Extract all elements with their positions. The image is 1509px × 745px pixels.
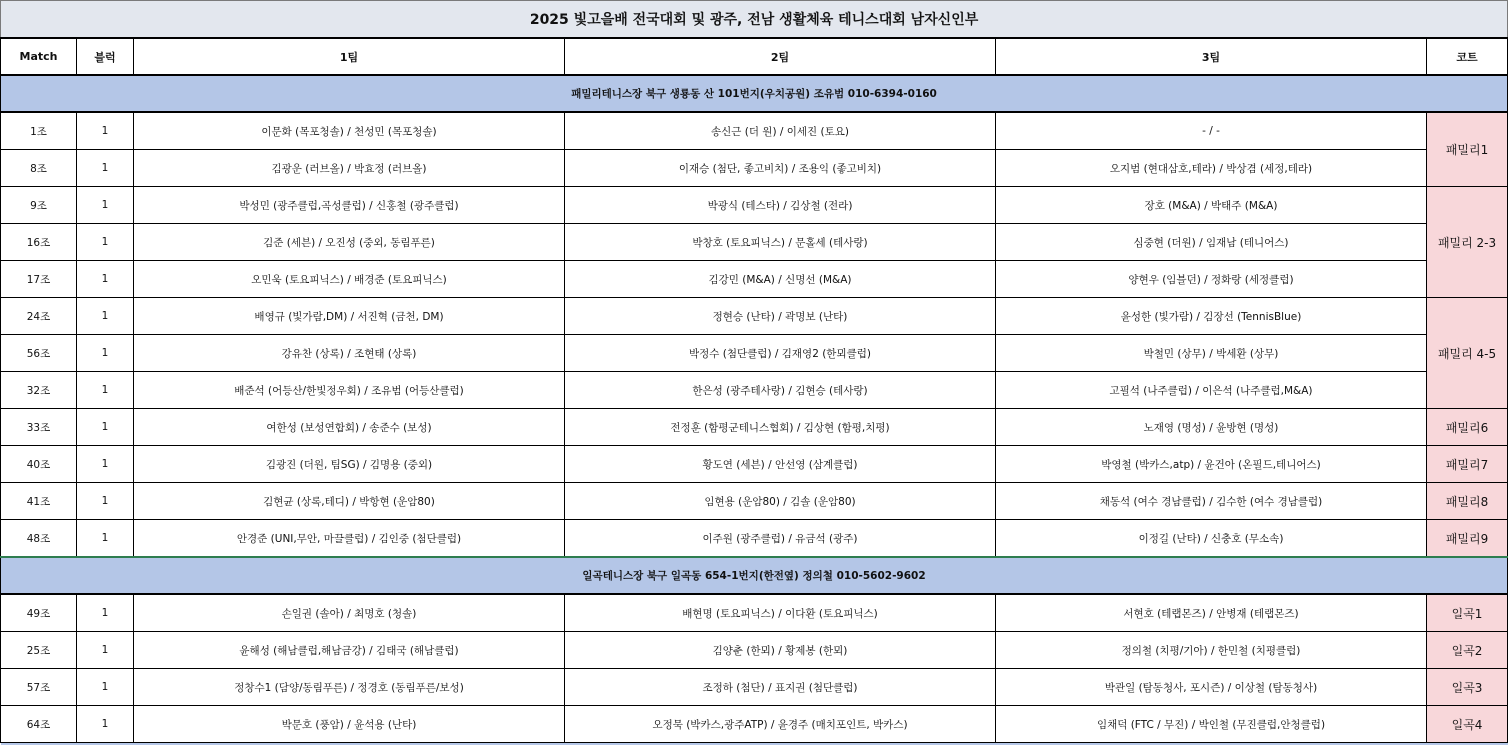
team1-cell[interactable]: 박성민 (광주클럽,곡성클럽) / 신홍철 (광주클럽)	[134, 187, 565, 224]
match-cell[interactable]: 48조	[1, 520, 77, 558]
team1-cell[interactable]: 김광운 (러브올) / 박효정 (러브올)	[134, 150, 565, 187]
team3-cell[interactable]: - / -	[996, 112, 1427, 150]
match-cell[interactable]: 24조	[1, 298, 77, 335]
header-team2[interactable]: 2팀	[565, 38, 996, 75]
team2-cell[interactable]: 송신근 (더 원) / 이세진 (토요)	[565, 112, 996, 150]
table-row	[1, 594, 1508, 632]
team2-cell[interactable]: 황도연 (세븐) / 안선영 (삼계클럽)	[565, 446, 996, 483]
table-row	[1, 706, 1508, 743]
team2-cell[interactable]: 박창호 (토요피닉스) / 문홀세 (테사랑)	[565, 224, 996, 261]
team3-cell[interactable]: 채동석 (여수 경남클럽) / 김수한 (여수 경남클럽)	[996, 483, 1427, 520]
block-cell[interactable]: 1	[77, 483, 134, 520]
team2-cell[interactable]: 이주원 (광주클럽) / 유금석 (광주)	[565, 520, 996, 558]
team3-cell[interactable]: 정의철 (치평/기아) / 한민철 (치평클럽)	[996, 632, 1427, 669]
header-block[interactable]: 블럭	[77, 38, 134, 75]
match-cell[interactable]: 9조	[1, 187, 77, 224]
court-cell[interactable]: 일곡2	[1427, 632, 1508, 669]
block-cell[interactable]: 1	[77, 632, 134, 669]
team1-cell[interactable]: 여한성 (보성연합회) / 송준수 (보성)	[134, 409, 565, 446]
team1-cell[interactable]: 배영규 (빛가람,DM) / 서진혁 (금천, DM)	[134, 298, 565, 335]
match-cell[interactable]: 25조	[1, 632, 77, 669]
team1-cell[interactable]: 박문호 (풍암) / 윤석용 (난타)	[134, 706, 565, 743]
match-cell[interactable]: 41조	[1, 483, 77, 520]
team1-cell[interactable]: 김준 (세븐) / 오진성 (중외, 동림푸른)	[134, 224, 565, 261]
table-row	[1, 298, 1508, 335]
court-cell[interactable]: 패밀리9	[1427, 520, 1508, 558]
court-cell[interactable]: 일곡1	[1427, 594, 1508, 632]
match-cell[interactable]: 1조	[1, 112, 77, 150]
match-cell[interactable]: 32조	[1, 372, 77, 409]
table-row	[1, 224, 1508, 261]
venue-row	[1, 557, 1508, 594]
team2-cell[interactable]: 배현명 (토요피닉스) / 이다환 (토요피닉스)	[565, 594, 996, 632]
match-cell[interactable]: 40조	[1, 446, 77, 483]
block-cell[interactable]: 1	[77, 669, 134, 706]
court-cell[interactable]: 패밀리8	[1427, 483, 1508, 520]
team2-cell[interactable]: 한은성 (광주테사랑) / 김현승 (테사랑)	[565, 372, 996, 409]
team2-cell[interactable]: 정현승 (난타) / 곽명보 (난타)	[565, 298, 996, 335]
team3-cell[interactable]: 장호 (M&A) / 박태주 (M&A)	[996, 187, 1427, 224]
table-row	[1, 112, 1508, 150]
team3-cell[interactable]: 양현우 (임블던) / 정화랑 (세정클럽)	[996, 261, 1427, 298]
match-cell[interactable]: 56조	[1, 335, 77, 372]
table-row	[1, 409, 1508, 446]
header-team1[interactable]: 1팀	[134, 38, 565, 75]
block-cell[interactable]: 1	[77, 520, 134, 558]
match-cell[interactable]: 8조	[1, 150, 77, 187]
team3-cell[interactable]: 서현호 (테랩몬즈) / 안병재 (테랩몬즈)	[996, 594, 1427, 632]
team3-cell[interactable]: 이정길 (난타) / 신충호 (무소속)	[996, 520, 1427, 558]
block-cell[interactable]: 1	[77, 335, 134, 372]
team3-cell[interactable]: 임채덕 (FTC / 무진) / 박인철 (무진클럽,안청클럽)	[996, 706, 1427, 743]
header-row	[1, 38, 1508, 75]
venue-row	[1, 75, 1508, 112]
sheet-title[interactable]: 2025 빛고을배 전국대회 및 광주, 전남 생활체육 테니스대회 남자신인부	[1, 1, 1508, 39]
team1-cell[interactable]: 김광진 (더원, 팀SG) / 김명용 (중외)	[134, 446, 565, 483]
block-cell[interactable]: 1	[77, 409, 134, 446]
team2-cell[interactable]: 김양춘 (한뫼) / 황제봉 (한뫼)	[565, 632, 996, 669]
block-cell[interactable]: 1	[77, 298, 134, 335]
header-team3[interactable]: 3팀	[996, 38, 1427, 75]
block-cell[interactable]: 1	[77, 224, 134, 261]
block-cell[interactable]: 1	[77, 446, 134, 483]
table-row	[1, 335, 1508, 372]
table-row	[1, 446, 1508, 483]
team1-cell[interactable]: 윤해성 (해남클럽,해남금강) / 김태국 (해남클럽)	[134, 632, 565, 669]
team2-cell[interactable]: 조정하 (첨단) / 표지권 (첨단클럽)	[565, 669, 996, 706]
team1-cell[interactable]: 안경준 (UNI,무안, 마끌클럽) / 김인중 (첨단클럽)	[134, 520, 565, 558]
block-cell[interactable]: 1	[77, 594, 134, 632]
title-row	[1, 1, 1508, 39]
team3-cell[interactable]: 오지범 (현대삼호,테라) / 박상겸 (세정,테라)	[996, 150, 1427, 187]
match-cell[interactable]: 16조	[1, 224, 77, 261]
match-cell[interactable]: 57조	[1, 669, 77, 706]
court-cell[interactable]: 패밀리7	[1427, 446, 1508, 483]
team1-cell[interactable]: 오민욱 (토요피닉스) / 배경준 (토요피닉스)	[134, 261, 565, 298]
team3-cell[interactable]: 심중현 (더원) / 임재남 (테니어스)	[996, 224, 1427, 261]
table-row	[1, 632, 1508, 669]
team1-cell[interactable]: 강유찬 (상록) / 조현태 (상록)	[134, 335, 565, 372]
table-row	[1, 150, 1508, 187]
team1-cell[interactable]: 손일권 (솔아) / 최명호 (청솔)	[134, 594, 565, 632]
table-row	[1, 187, 1508, 224]
team2-cell[interactable]: 박정수 (첨단클럽) / 김재영2 (한뫼클럽)	[565, 335, 996, 372]
table-row	[1, 483, 1508, 520]
team2-cell[interactable]: 오정묵 (박카스,광주ATP) / 윤경주 (매치포인트, 박카스)	[565, 706, 996, 743]
team2-cell[interactable]: 박광식 (테스타) / 김상철 (전라)	[565, 187, 996, 224]
block-cell[interactable]: 1	[77, 112, 134, 150]
match-cell[interactable]: 64조	[1, 706, 77, 743]
team2-cell[interactable]: 이재승 (첨단, 좋고비치) / 조용익 (좋고비치)	[565, 150, 996, 187]
team3-cell[interactable]: 고필석 (나주클럽) / 이은석 (나주클럽,M&A)	[996, 372, 1427, 409]
team1-cell[interactable]: 배준석 (어등산/한빛정우회) / 조유범 (어등산클럽)	[134, 372, 565, 409]
court-cell[interactable]: 패밀리 2-3	[1427, 187, 1508, 298]
team1-cell[interactable]: 김현균 (상록,테디) / 박항현 (운암80)	[134, 483, 565, 520]
team3-cell[interactable]: 윤성한 (빛가람) / 김장선 (TennisBlue)	[996, 298, 1427, 335]
table-row	[1, 261, 1508, 298]
table-row	[1, 669, 1508, 706]
court-cell[interactable]: 일곡3	[1427, 669, 1508, 706]
venue-label[interactable]: 일곡테니스장 북구 일곡동 654-1번지(한전옆) 정의철 010-5602-9602	[1, 557, 1508, 594]
team2-cell[interactable]: 김강민 (M&A) / 신명선 (M&A)	[565, 261, 996, 298]
court-cell[interactable]: 패밀리6	[1427, 409, 1508, 446]
team3-cell[interactable]: 박철민 (상무) / 박세환 (상무)	[996, 335, 1427, 372]
match-cell[interactable]: 33조	[1, 409, 77, 446]
header-court[interactable]: 코트	[1427, 38, 1508, 75]
team3-cell[interactable]: 노재영 (명성) / 윤방현 (명성)	[996, 409, 1427, 446]
court-cell[interactable]: 패밀리 4-5	[1427, 298, 1508, 409]
team2-cell[interactable]: 전정훈 (함평군테니스협회) / 김상현 (함평,치평)	[565, 409, 996, 446]
venue-label[interactable]: 패밀리테니스장 북구 생룡동 산 101번지(우치공원) 조유범 010-6394-0160	[1, 75, 1508, 112]
block-cell[interactable]: 1	[77, 187, 134, 224]
header-match[interactable]: Match	[1, 38, 77, 75]
court-cell[interactable]: 일곡4	[1427, 706, 1508, 743]
team1-cell[interactable]: 이문화 (목포청솔) / 천성민 (목포청솔)	[134, 112, 565, 150]
block-cell[interactable]: 1	[77, 706, 134, 743]
block-cell[interactable]: 1	[77, 150, 134, 187]
team2-cell[interactable]: 임현용 (운암80) / 김솔 (운암80)	[565, 483, 996, 520]
team1-cell[interactable]: 정창수1 (담양/동림푸른) / 정경호 (동림푸른/보성)	[134, 669, 565, 706]
match-cell[interactable]: 49조	[1, 594, 77, 632]
court-cell[interactable]: 패밀리1	[1427, 112, 1508, 187]
table-row	[1, 372, 1508, 409]
team3-cell[interactable]: 박영철 (박카스,atp) / 윤건아 (온필드,테니어스)	[996, 446, 1427, 483]
block-cell[interactable]: 1	[77, 261, 134, 298]
match-cell[interactable]: 17조	[1, 261, 77, 298]
block-cell[interactable]: 1	[77, 372, 134, 409]
table-row	[1, 520, 1508, 558]
team3-cell[interactable]: 박관일 (탐동청사, 포시즌) / 이상철 (탐동청사)	[996, 669, 1427, 706]
